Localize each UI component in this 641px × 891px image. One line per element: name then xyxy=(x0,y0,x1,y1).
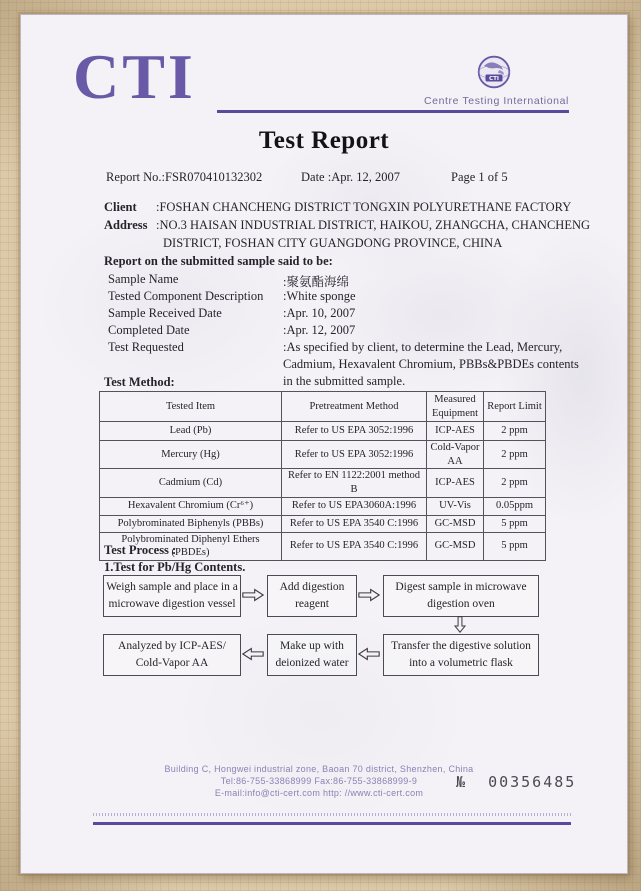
table-row xyxy=(100,469,546,497)
page-title: Test Report xyxy=(258,127,390,154)
flow-arrow-left-icon xyxy=(358,646,380,667)
table-cell: Mercury (Hg) xyxy=(100,441,282,469)
address-label: Address xyxy=(104,218,148,232)
sample-row-label: Tested Component Description xyxy=(108,289,264,303)
serial-number: 00356485 xyxy=(488,773,577,791)
flow-arrow-right-icon xyxy=(242,587,264,608)
flow-box-add-reagent: Add digestion reagent xyxy=(267,575,357,617)
footer-email-web: E-mail:info@cti-cert.com http: //www.cti-cert.com xyxy=(214,788,424,798)
sample-row-value: :聚氨酯海绵 xyxy=(283,275,349,289)
address-value-line2: DISTRICT, FOSHAN CITY GUANGDONG PROVINCE, CHINA xyxy=(163,236,503,250)
table-cell: UV-Vis xyxy=(427,497,484,515)
test-requested-line: :As specified by client, to determine the Lead, Mercury, xyxy=(283,340,563,354)
table-cell: Cold-Vapor AA xyxy=(427,441,484,469)
report-document xyxy=(20,14,628,874)
table-row xyxy=(100,422,546,441)
method-table xyxy=(99,391,546,561)
method-heading: Test Method: xyxy=(104,375,175,389)
report-number: Report No.:FSR070410132302 xyxy=(106,170,263,184)
client-value: :FOSHAN CHANCHENG DISTRICT TONGXIN POLYURETHANE FACTORY xyxy=(156,200,572,214)
cti-logo: CTI xyxy=(73,41,196,112)
sample-row-label: Completed Date xyxy=(108,323,190,337)
table-cell: Lead (Pb) xyxy=(100,422,282,441)
test-requested-line: in the submitted sample. xyxy=(283,374,406,388)
svg-text:CTI: CTI xyxy=(488,76,500,83)
table-cell: Refer to US EPA 3540 C:1996 xyxy=(282,532,427,560)
table-cell: GC-MSD xyxy=(427,532,484,560)
sample-row-label: Sample Received Date xyxy=(108,306,222,320)
process-subheading: 1.Test for Pb/Hg Contents. xyxy=(104,560,246,574)
serial-stamp xyxy=(456,773,576,791)
table-header-cell: Measured Equipment xyxy=(427,392,484,422)
sample-row-label: Sample Name xyxy=(108,272,179,286)
test-requested-label: Test Requested xyxy=(108,340,184,354)
table-cell: Polybrominated Biphenyls (PBBs) xyxy=(100,515,282,532)
table-cell: Hexavalent Chromium (Cr⁶⁺) xyxy=(100,497,282,515)
flow-box-analyzed: Analyzed by ICP-AES/ Cold-Vapor AA xyxy=(103,634,241,676)
test-requested-line: Cadmium, Hexavalent Chromium, PBBs&PBDEs contents xyxy=(283,357,579,371)
table-cell: 0.05ppm xyxy=(484,497,546,515)
sample-row-value: :Apr. 10, 2007 xyxy=(283,306,356,320)
table-cell: Cadmium (Cd) xyxy=(100,469,282,497)
table-header-cell: Pretreatment Method xyxy=(282,392,427,422)
report-date: Date :Apr. 12, 2007 xyxy=(301,170,400,184)
brand-name: Centre Testing International xyxy=(423,95,569,107)
table-cell: Refer to US EPA 3052:1996 xyxy=(282,422,427,441)
table-cell: 2 ppm xyxy=(484,441,546,469)
flow-arrow-right-icon xyxy=(358,587,380,608)
table-cell: 5 ppm xyxy=(484,515,546,532)
sample-section-heading: Report on the submitted sample said to be: xyxy=(104,254,333,268)
table-cell: ICP-AES xyxy=(427,469,484,497)
flow-box-weigh-sample: Weigh sample and place in a microwave digestion vessel xyxy=(103,575,241,617)
page-indicator: Page 1 of 5 xyxy=(451,170,508,184)
table-cell: ICP-AES xyxy=(427,422,484,441)
microtext-rule xyxy=(93,813,571,816)
table-cell: Refer to US EPA 3540 C:1996 xyxy=(282,515,427,532)
sample-row-value: :Apr. 12, 2007 xyxy=(283,323,356,337)
table-cell: GC-MSD xyxy=(427,515,484,532)
flow-box-make-up-water: Make up with deionized water xyxy=(267,634,357,676)
footer-address: Building C, Hongwei industrial zone, Baoan 70 district, Shenzhen, China xyxy=(164,764,474,774)
table-row xyxy=(100,441,546,469)
flow-box-digest-sample: Digest sample in microwave digestion oven xyxy=(383,575,539,617)
header-rule xyxy=(217,110,569,113)
table-cell: Refer to US EPA3060A:1996 xyxy=(282,497,427,515)
table-cell: Refer to US EPA 3052:1996 xyxy=(282,441,427,469)
globe-icon xyxy=(477,55,511,89)
table-cell: 5 ppm xyxy=(484,532,546,560)
sample-row-value: :White sponge xyxy=(283,289,356,303)
table-cell: 2 ppm xyxy=(484,422,546,441)
table-cell: 2 ppm xyxy=(484,469,546,497)
flow-arrow-left-icon xyxy=(242,646,264,667)
footer-tel-fax: Tel:86-755-33868999 Fax:86-755-33868999-9 xyxy=(220,776,418,786)
table-header-cell: Report Limit xyxy=(484,392,546,422)
flow-box-transfer-solution: Transfer the digestive solution into a volumetric flask xyxy=(383,634,539,676)
client-label: Client xyxy=(104,200,137,214)
table-cell: Polybrominated Diphenyl Ethers (PBDEs) xyxy=(100,532,282,560)
table-cell: Refer to EN 1122:2001 method B xyxy=(282,469,427,497)
serial-label: № xyxy=(456,773,468,791)
footer-rule xyxy=(93,822,571,825)
table-header-cell: Tested Item xyxy=(100,392,282,422)
table-row xyxy=(100,515,546,532)
process-heading: Test Process : xyxy=(104,543,177,557)
address-value-line1: :NO.3 HAISAN INDUSTRIAL DISTRICT, HAIKOU, ZHANGCHA, CHANCHENG xyxy=(156,218,591,232)
table-row xyxy=(100,497,546,515)
